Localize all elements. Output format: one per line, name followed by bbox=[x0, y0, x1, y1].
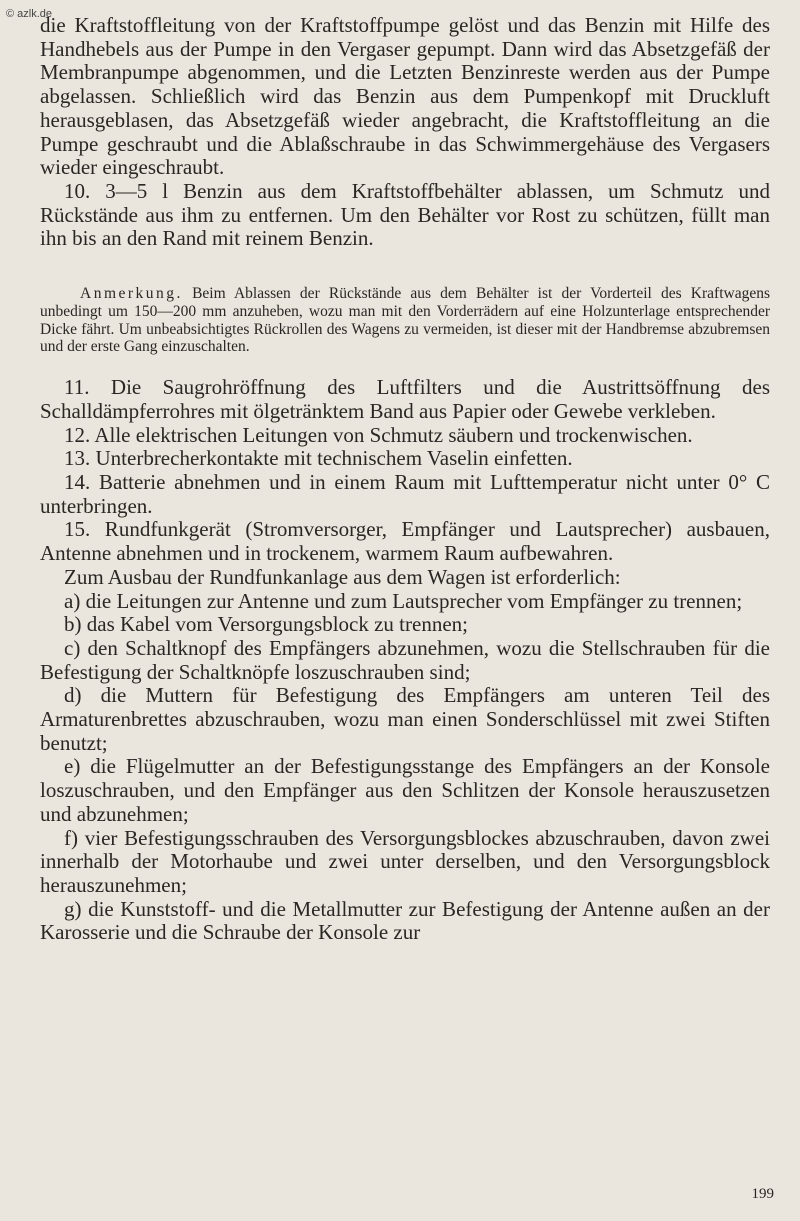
note-paragraph bbox=[40, 285, 770, 356]
list-item-a: a) die Leitungen zur Antenne und zum Lautsprecher vom Empfänger zu trennen; bbox=[64, 588, 743, 613]
list-item-c: c) den Schaltknopf des Empfängers abzunehmen, wozu die Stellschrauben für die Befestigung der Schaltknöpfe loszuschrauben sind; bbox=[40, 635, 770, 684]
paragraph-step-15: 15. Rundfunkgerät (Stromversorger, Empfänger und Lautsprecher) ausbauen, Antenne abnehmen und in trockenem, warmem Raum aufbewahren. bbox=[40, 517, 770, 566]
paragraph-continuation: die Kraftstoffleitung von der Kraftstoffpumpe gelöst und das Benzin mit Hilfe des Handhebels aus der Pumpe in den Vergaser gepumpt. Dann wird das Absetzgefäß der Membranpumpe abgenommen, und die Letzten Benzinreste werden aus der Pumpe abgelassen. Schließlich wird das Benzin aus dem Pumpenkopf mit Druckluft herausgeblasen, das Absetzgefäß wieder angebracht, die Kraftstoffleitung an die Pumpe geschraubt und die Ablaßschraube in das Schwimmergehäuse des Vergasers wieder eingeschraubt. bbox=[40, 13, 770, 180]
paragraph-step-14: 14. Batterie abnehmen und in einem Raum mit Lufttemperatur nicht unter 0° C unterbringen. bbox=[40, 470, 770, 518]
book-page bbox=[40, 14, 770, 945]
paragraph-step-10: 10. 3—5 l Benzin aus dem Kraftstoffbehälter ablassen, um Schmutz und Rückstände aus ihm zu entfernen. Um den Behälter vor Rost zu schützen, füllt man ihn bis an den Rand mit reinem Benzin. bbox=[40, 178, 770, 251]
list-item-g: g) die Kunststoff- und die Metallmutter zur Befestigung der Antenne außen an der Karosserie und die Schraube der Konsole zur bbox=[40, 896, 770, 945]
note-text: Beim Ablassen der Rückstände aus dem Behälter ist der Vorderteil des Kraftwagens unbedingt um 150—200 mm anzuheben, wozu man mit den Vorderrädern auf eine Holzunterlage entsprechender Dicke fährt. Um unbeabsichtigtes Rückrollen des Wagens zu vermeiden, ist dieser mit der Handbremse abzubremsen und der erste Gang einzuschalten. bbox=[40, 285, 770, 356]
paragraph-step-13: 13. Unterbrecherkontakte mit technischem Vaselin einfetten. bbox=[64, 446, 573, 471]
page-number: 199 bbox=[751, 1186, 774, 1202]
note-label: Anmerkung. bbox=[80, 285, 183, 303]
list-item-d: d) die Muttern für Befestigung des Empfängers am unteren Teil des Armaturenbrettes abzuschrauben, wozu man einen Sonderschlüssel mit zwei Stiften benutzt; bbox=[40, 683, 770, 755]
paragraph-step-11: 11. Die Saugrohröffnung des Luftfilters und die Austrittsöffnung des Schalldämpferrohres mit ölgetränktem Band aus Papier oder Gewebe verkleben. bbox=[40, 375, 770, 423]
list-item-e: e) die Flügelmutter an der Befestigungsstange des Empfängers an der Konsole loszuschrauben, und den Empfänger aus den Schlitzen der Konsole herauszusetzen und abzunehmen; bbox=[40, 754, 770, 826]
text-block-upper bbox=[40, 14, 770, 251]
text-block-lower bbox=[40, 376, 770, 945]
watermark: © azlk.de bbox=[6, 8, 53, 20]
note-block bbox=[40, 285, 770, 356]
paragraph-step-12: 12. Alle elektrischen Leitungen von Schmutz säubern und trockenwischen. bbox=[64, 422, 693, 447]
list-item-b: b) das Kabel vom Versorgungsblock zu trennen; bbox=[64, 612, 468, 637]
list-item-f: f) vier Befestigungsschrauben des Versorgungsblockes abzuschrauben, davon zwei innerhalb der Motorhaube und zwei unter derselben, und den Versorgungsblock herauszunehmen; bbox=[40, 825, 770, 897]
paragraph-removal-intro: Zum Ausbau der Rundfunkanlage aus dem Wagen ist erforderlich: bbox=[64, 564, 621, 589]
